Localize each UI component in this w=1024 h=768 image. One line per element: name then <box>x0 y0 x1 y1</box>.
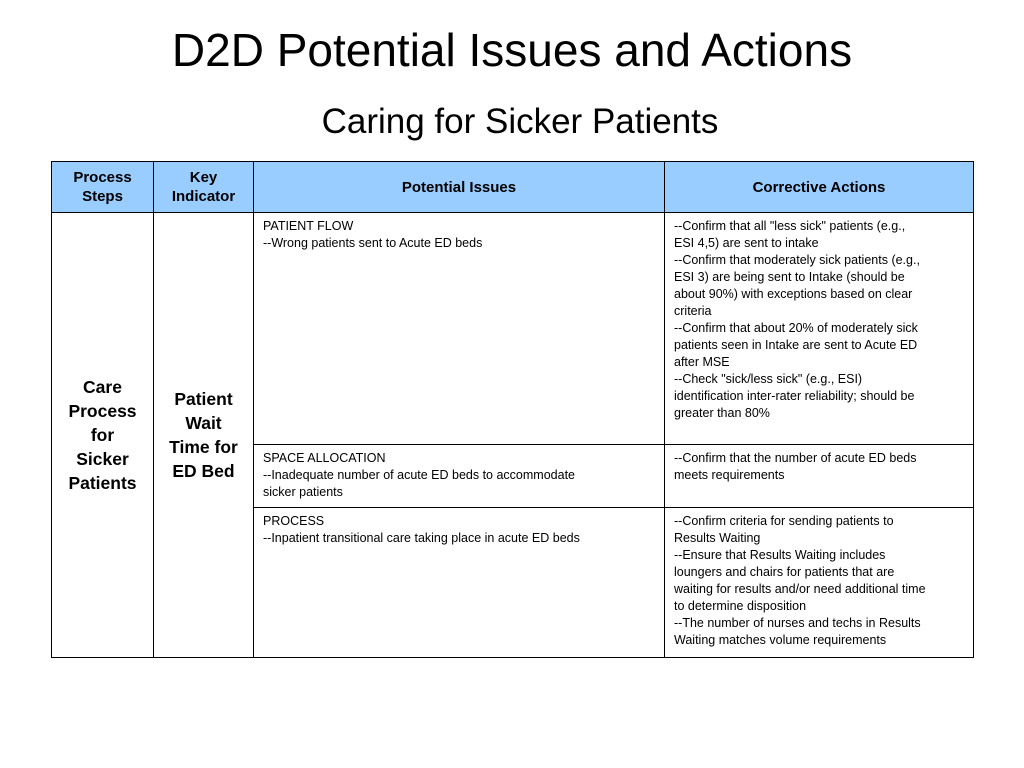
issue-line: PATIENT FLOW <box>263 219 354 233</box>
action-line: Results Waiting <box>674 531 761 545</box>
action-line: greater than 80% <box>674 406 770 420</box>
header-text-line: Process <box>73 169 132 186</box>
action-line: identification inter-rater reliability; should be <box>674 389 915 403</box>
potential-issue-cell <box>254 213 665 445</box>
header-text-line: Steps <box>82 188 123 205</box>
action-line: --Confirm that about 20% of moderately sick <box>674 321 918 335</box>
action-line: --Confirm that moderately sick patients (e.g., <box>674 253 920 267</box>
issue-line: PROCESS <box>263 514 325 528</box>
action-line: ESI 3) are being sent to Intake (should be <box>674 270 905 284</box>
corrective-action-cell <box>665 213 974 445</box>
action-line: --Confirm that the number of acute ED beds <box>674 451 917 465</box>
action-line: after MSE <box>674 355 730 369</box>
issue-line: SPACE ALLOCATION <box>263 451 386 465</box>
action-line: --Confirm that all "less sick" patients (e.g., <box>674 219 906 233</box>
action-line: --Ensure that Results Waiting includes <box>674 548 886 562</box>
key-indicator-cell <box>154 213 254 658</box>
action-line: patients seen in Intake are sent to Acute ED <box>674 338 918 352</box>
issues-actions-table <box>51 161 974 658</box>
header-process-steps <box>52 162 154 213</box>
action-line: Waiting matches volume requirements <box>674 633 887 647</box>
issue-line: sicker patients <box>263 485 343 499</box>
table-header-row <box>52 162 974 213</box>
process-step-line: for <box>90 425 115 445</box>
action-line: criteria <box>674 304 712 318</box>
process-step-line: Patients <box>68 473 137 493</box>
process-step-line: Sicker <box>76 449 129 469</box>
action-line: about 90%) with exceptions based on clear <box>674 287 913 301</box>
table-row <box>52 213 974 445</box>
header-key-indicator <box>154 162 254 213</box>
process-step-line: Process <box>68 401 137 421</box>
corrective-action-cell <box>665 508 974 658</box>
action-line: ESI 4,5) are sent to intake <box>674 236 819 250</box>
potential-issue-cell <box>254 445 665 508</box>
process-step-line: Care <box>83 377 122 397</box>
issue-line: --Wrong patients sent to Acute ED beds <box>263 236 483 250</box>
header-text-line: Indicator <box>171 188 236 205</box>
action-line: --Confirm criteria for sending patients to <box>674 514 894 528</box>
header-potential-issues: Potential Issues <box>254 162 665 213</box>
action-line: meets requirements <box>674 468 785 482</box>
key-indicator-line: ED Bed <box>172 461 235 481</box>
corrective-action-cell <box>665 445 974 508</box>
action-line: loungers and chairs for patients that are <box>674 565 895 579</box>
header-text-line: Key <box>189 169 218 186</box>
action-line: --Check "sick/less sick" (e.g., ESI) <box>674 372 863 386</box>
key-indicator-line: Time for <box>169 437 238 457</box>
potential-issue-cell <box>254 508 665 658</box>
header-corrective-actions: Corrective Actions <box>665 162 974 213</box>
issue-line: --Inpatient transitional care taking place in acute ED beds <box>263 531 580 545</box>
action-line: to determine disposition <box>674 599 807 613</box>
process-step-cell <box>52 213 154 658</box>
action-line: --The number of nurses and techs in Results <box>674 616 921 630</box>
action-line: waiting for results and/or need additional time <box>674 582 926 596</box>
key-indicator-line: Wait <box>185 413 222 433</box>
key-indicator-line: Patient <box>174 389 233 409</box>
page-subtitle: Caring for Sicker Patients <box>321 102 719 141</box>
page-title: D2D Potential Issues and Actions <box>171 24 853 76</box>
issue-line: --Inadequate number of acute ED beds to accommodate <box>263 468 575 482</box>
